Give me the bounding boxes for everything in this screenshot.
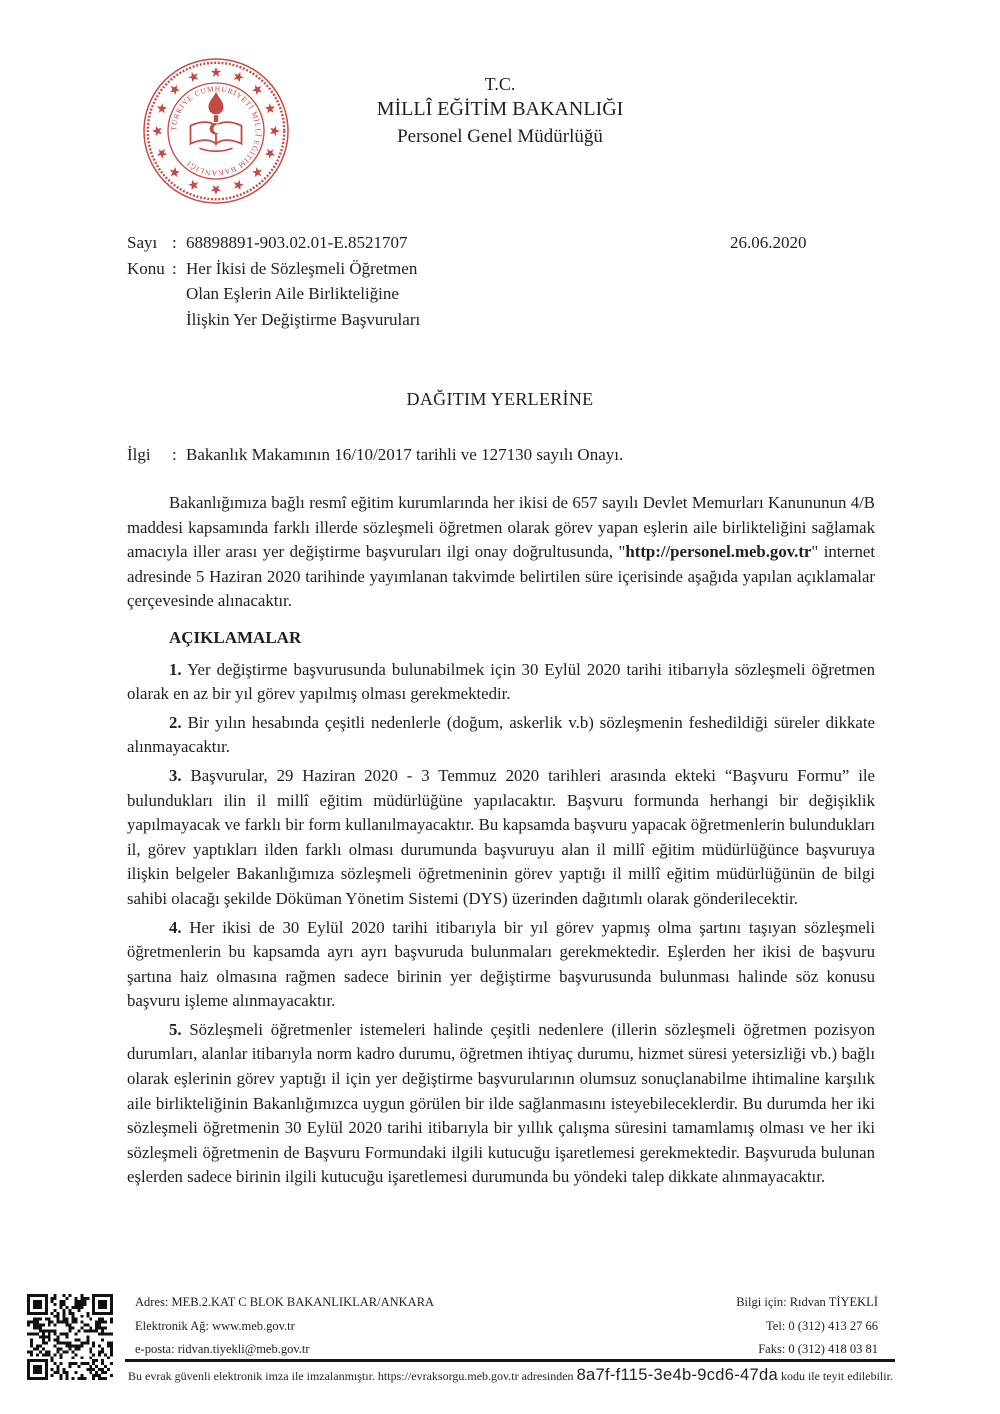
verification-text-after: kodu ile teyit edilebilir.	[777, 1369, 893, 1383]
contact-line: Faks: 0 (312) 418 03 81	[758, 1342, 878, 1356]
konu-line: Olan Eşlerin Aile Birlikteliğine	[186, 284, 399, 303]
document-meta	[127, 230, 875, 332]
item-text: Bir yılın hesabında çeşitli nedenlerle (doğum, askerlik v.b) sözleşmenin feshedildiği süreler dikkate alınmayacaktır.	[127, 712, 875, 757]
address-line: Adres: MEB.2.KAT C BLOK BAKANLIKLAR/ANKARA	[135, 1295, 435, 1309]
address-line: e-posta: ridvan.tiyekli@meb.gov.tr	[135, 1342, 310, 1356]
ilgi-colon: :	[172, 445, 177, 464]
intro-paragraph	[127, 491, 875, 614]
sayi-label: Sayı	[127, 233, 158, 252]
verification-text-before: Bu evrak güvenli elektronik imza ile imzalanmıştır. https://evraksorgu.meb.gov.tr adresinden	[128, 1369, 577, 1383]
footer-address	[135, 1291, 434, 1362]
address-line: Elektronik Ağ: www.meb.gov.tr	[135, 1318, 295, 1333]
konu-value	[186, 256, 875, 333]
document-date: 26.06.2020	[730, 233, 807, 252]
ilgi-row	[127, 442, 875, 467]
item-text: Başvurular, 29 Haziran 2020 - 3 Temmuz 2020 tarihleri arasında ekteki “Başvuru Formu” ile bulundukları ilin il millî eğitim müdürlüğüne yapılacaktır. Başvuru formunda herhangi bir değişiklik yapılmayacak ve farklı bir form kullanılmayacaktır. Bu kapsamda başvuru yapacak öğretmenlerin bulundukları il, görev yaptıkları ilden farklı olması durumunda başvuruyu alan il millî eğitim müdürlüğünce başvuruya ilişkin belgeler Bakanlığımıza sözleşmeli öğretmeninin görev yaptığı il millî eğitim müdürlüğünün de bilgi sahibi olacağı şekilde Döküman Yönetim Sistemi (DYS) üzerinden dağıtımlı olarak gönderilecektir.	[127, 765, 876, 908]
konu-row	[127, 256, 875, 333]
ilgi-value: Bakanlık Makamının 16/10/2017 tarihli ve 127130 sayılı Onayı.	[186, 445, 624, 464]
konu-colon: :	[172, 258, 177, 278]
header-department: Personel Genel Müdürlüğü	[397, 126, 603, 147]
contact-line: Bilgi için: Rıdvan TİYEKLİ	[736, 1295, 878, 1309]
ilgi-label: İlgi	[127, 445, 151, 464]
item-number: 2.	[169, 712, 182, 732]
item-number: 4.	[169, 917, 182, 937]
recipient-line: DAĞITIM YERLERİNE	[406, 389, 594, 409]
sayi-colon: :	[172, 233, 177, 252]
seal-text: TÜRKİYE CUMHURİYETİ MİLLÎ EĞİTİM BAKANLIĞI	[169, 84, 263, 178]
qr-code	[27, 1294, 113, 1380]
sayi-value: 68898891-903.02.01-E.8521707	[186, 233, 408, 252]
verification-code: 8a7f-f115-3e4b-9cd6-47da	[576, 1366, 778, 1384]
aciklamalar-heading: AÇIKLAMALAR	[169, 627, 302, 647]
header-tc: T.C.	[484, 74, 516, 94]
verification-line	[128, 1366, 893, 1385]
item-text: Her ikisi de 30 Eylül 2020 tarihi itibarıyla bir yıl görev yapmış olma şartını taşıyan sözleşmeli öğretmenlerin bu kapsamda ayrı ayrı başvuruda bulunmaları gerekmektedir. Eşlerden her ikisi de başvuru şartına haiz olmasına rağmen sadece birinin yer değiştirme başvurusunda bulunması halinde söz konusu başvuru işleme alınmayacaktır.	[127, 917, 875, 1011]
item-number: 1.	[169, 659, 182, 679]
konu-line: Her İkisi de Sözleşmeli Öğretmen	[186, 258, 418, 278]
intro-text-before: Bakanlığımıza bağlı resmî eğitim kurumlarında her ikisi de 657 sayılı Devlet Memurları Kanununun 4/B maddesi kapsamında farklı illerde sözleşmeli öğretmen olarak görev yapan eşlerin aile birlikteliğini sağlamak amacıyla iller arası yer değiştirme başvuruları ilgi onay doğrultusunda, "	[127, 493, 875, 562]
footer-divider	[125, 1359, 895, 1362]
konu-line: İlişkin Yer Değiştirme Başvuruları	[186, 309, 421, 329]
personel-link: http://personel.meb.gov.tr	[625, 542, 812, 562]
contact-line: Tel: 0 (312) 413 27 66	[766, 1318, 878, 1333]
item-paragraph	[127, 764, 875, 912]
intro-text-after: " internet adresinde 5 Haziran 2020 tarihinde yayımlanan takvimde belirtilen süre içerisinde aşağıda yapılan açıklamalar çerçevesinde alınacaktır.	[127, 542, 875, 611]
item-text: Yer değiştirme başvurusunda bulunabilmek için 30 Eylül 2020 tarihi itibarıyla sözleşmeli öğretmen olarak en az bir yıl görev yapılmış olması gerekmektedir.	[127, 659, 875, 704]
item-paragraph	[127, 1018, 875, 1190]
item-paragraph	[127, 711, 875, 760]
item-paragraph	[127, 916, 875, 1014]
konu-label: Konu	[127, 258, 165, 278]
footer-contact	[736, 1291, 878, 1362]
header-ministry: MİLLÎ EĞİTİM BAKANLIĞI	[376, 98, 624, 120]
item-text: Sözleşmeli öğretmenler istemeleri halinde çeşitli nedenlere (illerin sözleşmeli öğretmen pozisyon durumları, alanlar itibarıyla norm kadro durumu, öğretmen ihtiyaç durumu, hizmet süresi yetersizliği vb.) bağlı olarak eşlerinin görev yaptığı il için yer değiştirme başvurularının olumsuz sonuçlanabilme ihtimaline karşılık aile birlikteliğinin Bakanlığımızca uygun görülen bir ilde sağlanmasını isteyebileceklerdir. Bu durumda her iki sözleşmeli öğretmenin 30 Eylül 2020 tarihi itibarıyla bir yıllık çalışma süresini tamamlamış olması ve her iki sözleşmeli öğretmenin de Başvuru Formundaki ilgili kutucuğu işaretlemesi gerekmektedir. Başvuruda bulunan eşlerden sadece birinin ilgili kutucuğu işaretlemesi durumunda bu yöndeki talep dikkate alınmayacaktır.	[127, 1019, 875, 1187]
letterhead	[0, 72, 1000, 150]
document-body	[127, 491, 875, 1194]
item-number: 5.	[169, 1019, 182, 1039]
item-paragraph	[127, 658, 875, 707]
item-number: 3.	[169, 765, 182, 785]
